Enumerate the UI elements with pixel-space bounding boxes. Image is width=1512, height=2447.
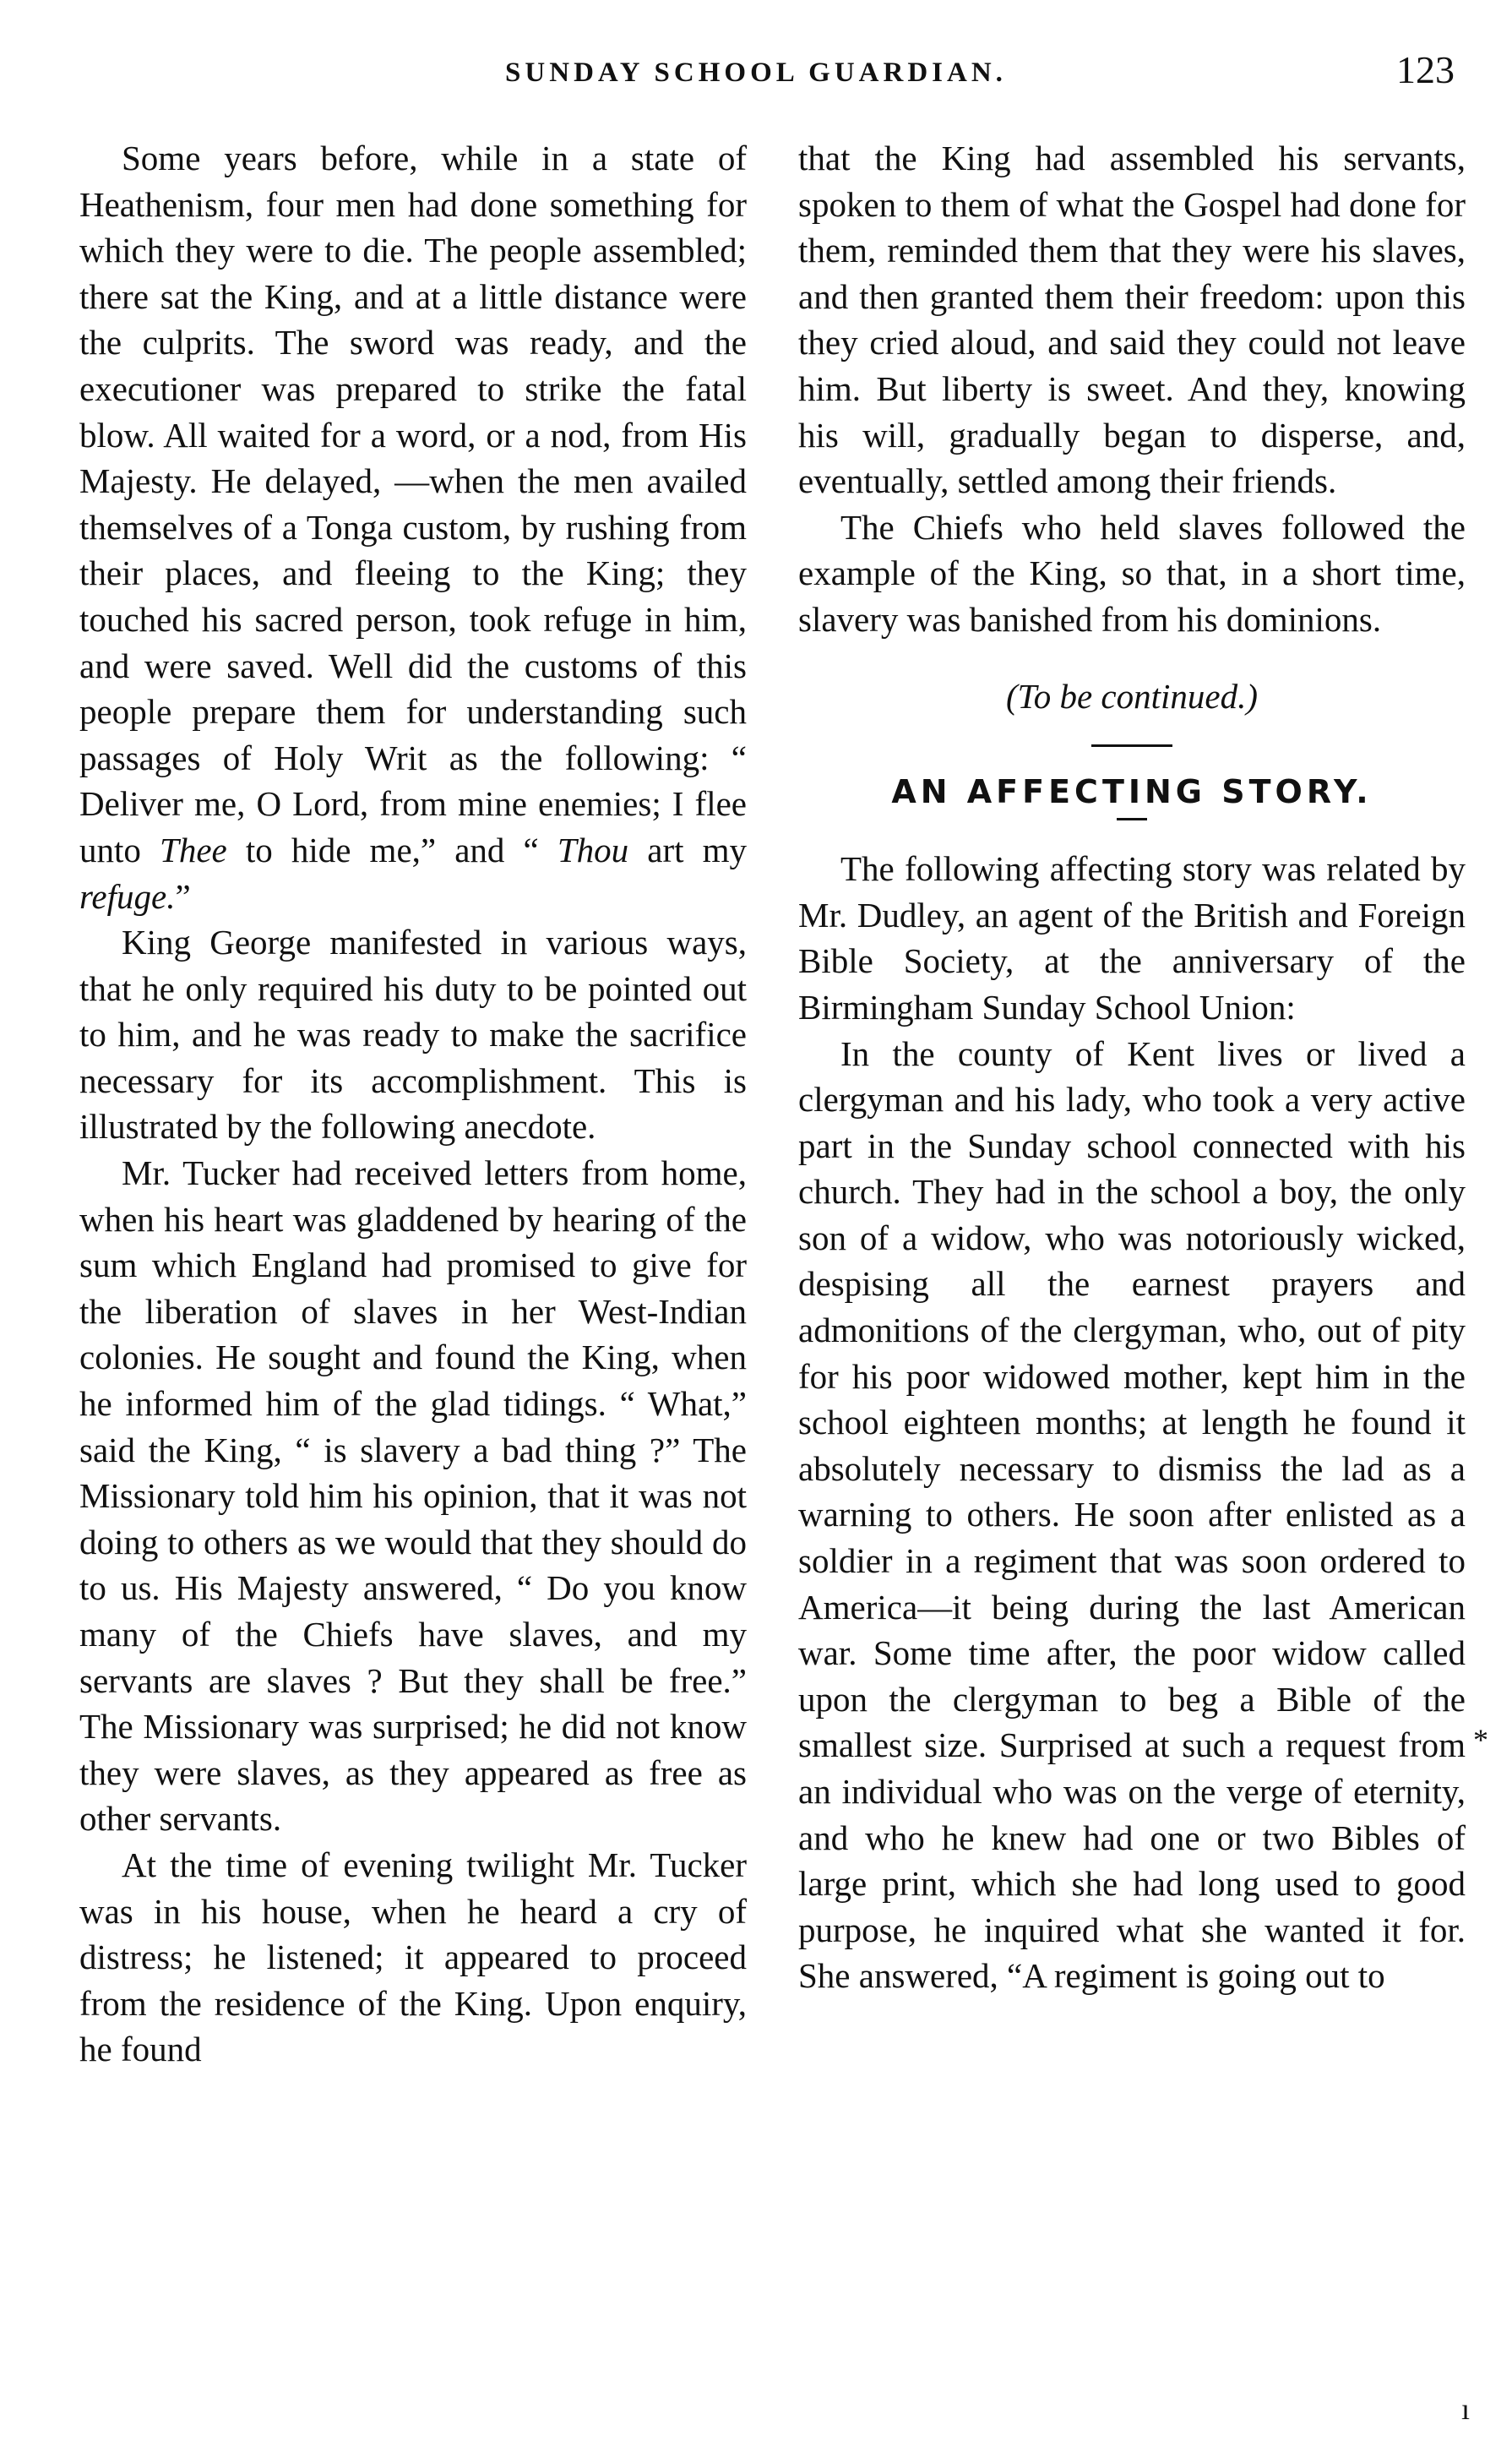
paragraph-evening-twilight: At the time of evening twilight Mr. Tucker was in his house, when he heard a cry of distress; he listened; it appeared to proceed from the residence of the King. Upon enquiry, he found	[79, 1845, 747, 2069]
italic-refuge: refuge.	[79, 876, 176, 916]
paragraph-chiefs: The Chiefs who held slaves followed the example of the King, so that, in a short time, slavery was banished from his dominions.	[798, 507, 1466, 639]
paragraph-heathenism	[79, 135, 747, 919]
margin-star-mark: *	[1473, 1723, 1488, 1757]
to-be-continued: (To be continued.)	[1006, 676, 1258, 716]
running-title: SUNDAY SCHOOL GUARDIAN.	[505, 57, 1007, 88]
paragraph-mr-tucker-letters: Mr. Tucker had received letters from home, when his heart was gladdened by hearing of the sum which England had promised to give for the liberation of slaves in her West-Indian colonies. He sought and found the King, when he informed him of the glad tidings. “ What,” said the King, “ is slavery a bad thing ?” The Missionary told him his opinion, that it was not doing to others as we would that they should do to us. His Majesty answered, “ Do you know many of the Chiefs have slaves, and my servants are slaves ? But they shall be free.” The Missionary was surprised; he did not know they were slaves, as they appeared as free as other servants.	[79, 1153, 747, 1839]
page-number: 123	[1396, 48, 1455, 91]
paragraph-kent-story: In the county of Kent lives or lived a clergyman and his lady, who took a very active part in the Sunday school connected with his church. They had in the school a boy, the only son of a widow, who was notoriously wicked, despising all the earnest prayers and admonitions of the clergyman, who, out of pity for his poor widowed mother, kept him in the school eighteen months; at length he found it absolutely necessary to dismiss the lad as a warning to others. He soon after enlisted as a soldier in a regiment that was soon ordered to America—it being during the last American war. Some time after, the poor widow called upon the clergyman to beg a Bible of the smallest size. Surprised at such a request from an individual who was on the verge of eternity, and who he knew had one or two Bibles of large print, which she had long used to good purpose, he inquired what she wanted it for. She answered, “A regiment is going out to	[798, 1033, 1466, 1996]
paragraph-text: Some years before, while in a state of Heathenism, four men had done something for which they were to die. The people assembled; there sat the King, and at a little distance were the culprits. The sword was ready, and the executioner was prepared to strike the fatal blow. All waited for a word, or a nod, from His Majesty. He delayed, —when the men availed themselves of a Tonga custom, by rushing from their places, and fleeing to the King; they touched his sacred person, took refuge in him, and were saved. Well did the customs of this people prepare them for understanding such passages of Holy Writ as the following: “ Deliver me, O Lord, from mine enemies; I flee unto	[79, 139, 747, 869]
margin-tick-mark: ı	[1461, 2392, 1471, 2426]
italic-thou: Thou	[557, 830, 629, 869]
section-divider	[1091, 744, 1172, 747]
left-column	[79, 135, 747, 2073]
heading-underline	[1117, 818, 1147, 820]
right-column	[798, 135, 1466, 1999]
paragraph-servants-freed: that the King had assembled his servants, spoken to them of what the Gospel had done for them, reminded them that they were his slaves, and then granted them their freedom: upon this they cried aloud, and said they could not leave him. But liberty is sweet. And they, knowing his will, gradually began to disperse, and, eventually, settled among their friends.	[798, 139, 1466, 501]
paragraph-text: art my	[628, 830, 747, 869]
section-heading: AN AFFECTING STORY.	[891, 773, 1373, 811]
running-head	[0, 44, 1512, 95]
paragraph-text: to hide me,” and “	[226, 830, 557, 869]
italic-thee: Thee	[160, 830, 227, 869]
paragraph-story-intro: The following affecting story was related by Mr. Dudley, an agent of the British and Foreign Bible Society, at the anniversary of the Birmingham Sunday School Union:	[798, 849, 1466, 1027]
paragraph-text: ”	[175, 876, 191, 916]
paragraph-king-george: King George manifested in various ways, that he only required his duty to be pointed out to him, and he was ready to make the sacrifice necessary for its accomplishment. This is illustrated by the following anecdote.	[79, 923, 747, 1147]
